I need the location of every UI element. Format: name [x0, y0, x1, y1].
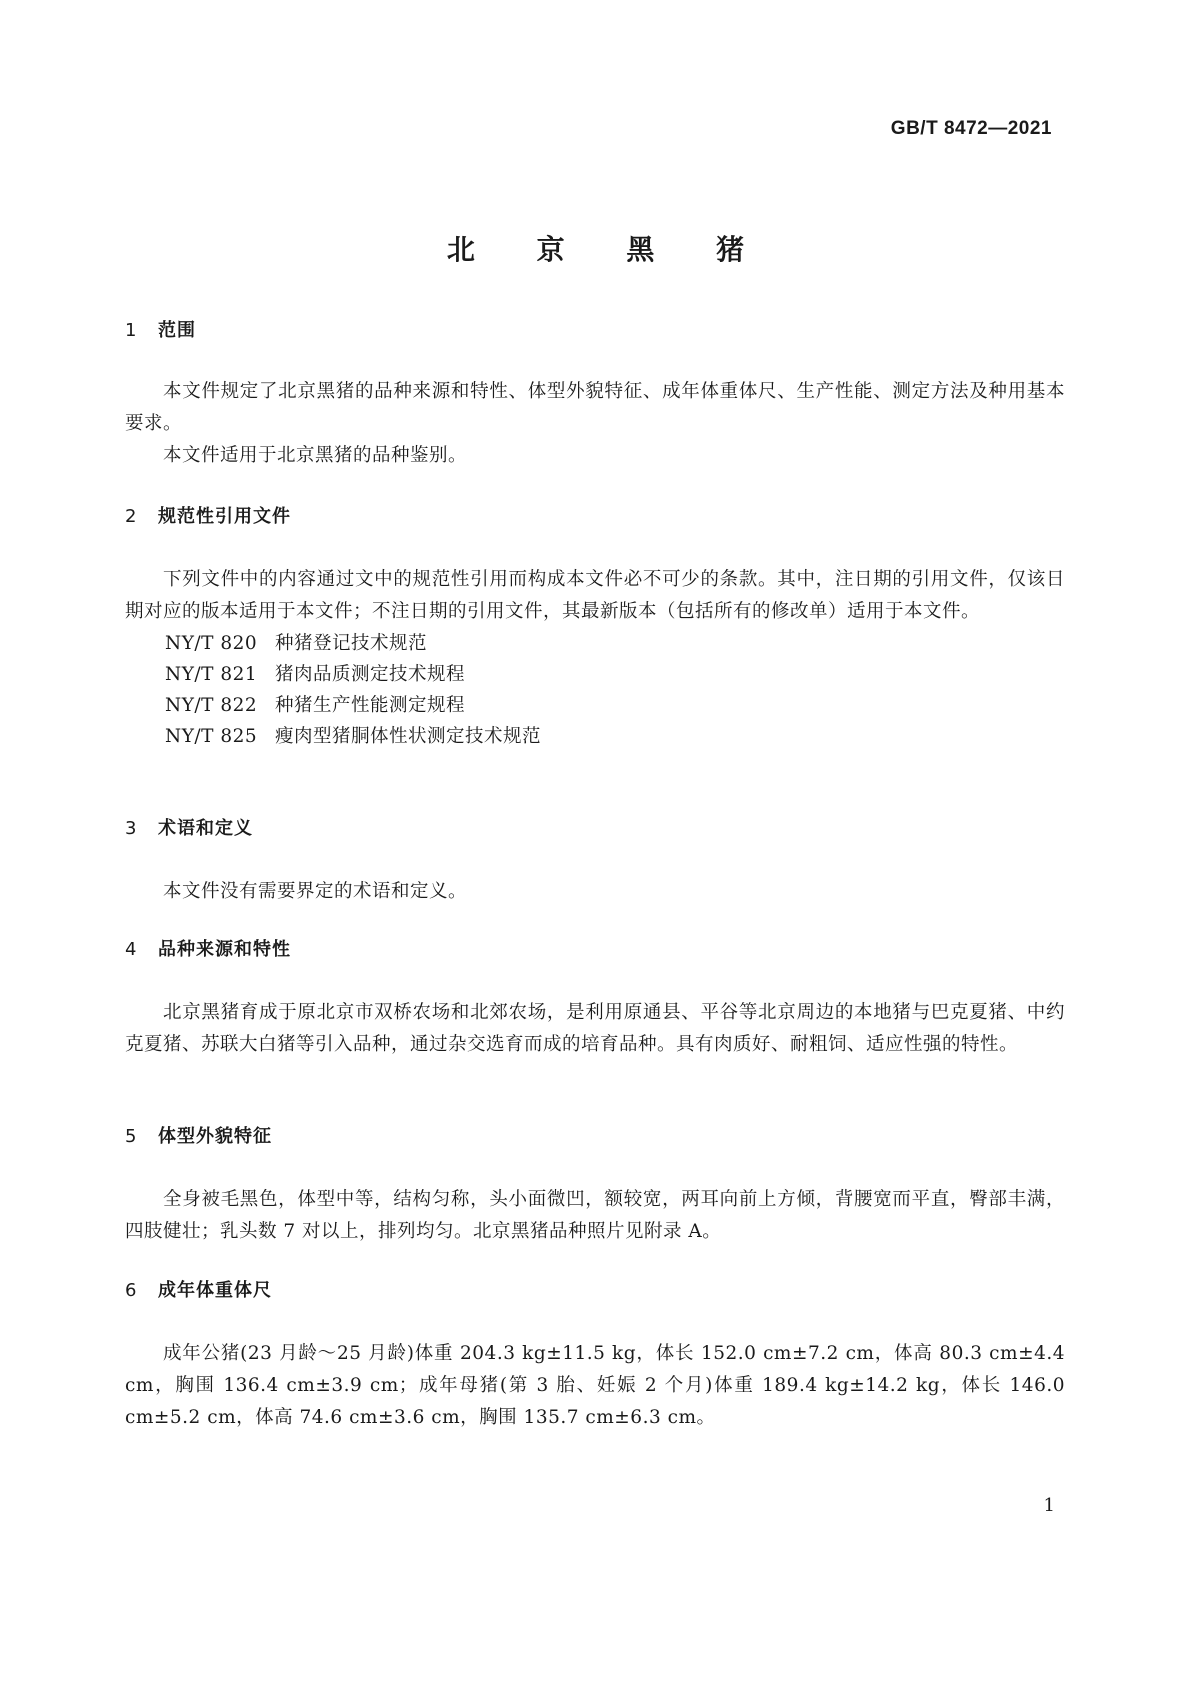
- section-title: 品种来源和特性: [158, 939, 291, 960]
- reference-code: NY/T 825: [165, 726, 258, 747]
- section-scope: [125, 316, 1065, 472]
- page-number: 1: [1043, 1495, 1055, 1516]
- section-number: 2: [125, 506, 137, 527]
- section-terms-definitions: [125, 814, 1065, 908]
- reference-code: NY/T 820: [165, 633, 258, 654]
- paragraph: 本文件规定了北京黑猪的品种来源和特性、体型外貌特征、成年体重体尺、生产性能、测定方法及种用基本要求。: [125, 381, 1065, 434]
- paragraph: 成年公猪(23 月龄～25 月龄)体重 204.3 kg±11.5 kg，体长 152.0 cm±7.2 cm，体高 80.3 cm±4.4 cm，胸围 136.4 cm±3.9 cm；成年母猪(第 3 胎、妊娠 2 个月)体重 189.4 kg±14.2 kg，体长 146.0 cm±5.2 cm，体高 74.6 cm±3.6 cm，胸围 135.7 cm±6.3 cm。: [125, 1343, 1065, 1428]
- section-appearance: [125, 1122, 1065, 1248]
- section-number: 6: [125, 1280, 137, 1301]
- section-heading: [125, 935, 1065, 961]
- document-title: 北 京 黑 猪: [446, 233, 771, 266]
- section-number: 1: [125, 320, 137, 341]
- section-title: 术语和定义: [158, 818, 253, 839]
- reference-item: [125, 628, 1065, 659]
- section-body-weight-size: [125, 1276, 1065, 1434]
- paragraph: 全身被毛黑色，体型中等，结构匀称，头小面微凹，额较宽，两耳向前上方倾，背腰宽而平直，臀部丰满，四肢健壮；乳头数 7 对以上，排列均匀。北京黑猪品种照片见附录 A。: [125, 1189, 1065, 1242]
- reference-code: NY/T 821: [165, 664, 258, 685]
- section-title: 成年体重体尺: [158, 1280, 272, 1301]
- section-number: 5: [125, 1126, 137, 1147]
- section-title: 范围: [158, 320, 196, 341]
- section-heading: [125, 316, 1065, 342]
- reference-title: 猪肉品质测定技术规程: [275, 664, 466, 685]
- section-heading: [125, 814, 1065, 840]
- paragraph: 下列文件中的内容通过文中的规范性引用而构成本文件必不可少的条款。其中，注日期的引用文件，仅该日期对应的版本适用于本文件；不注日期的引用文件，其最新版本（包括所有的修改单）适用于本文件。: [125, 569, 1065, 622]
- reference-title: 瘦肉型猪胴体性状测定技术规范: [275, 726, 542, 747]
- section-number: 4: [125, 939, 137, 960]
- paragraph: 本文件适用于北京黑猪的品种鉴别。: [163, 445, 468, 466]
- section-heading: [125, 1122, 1065, 1148]
- section-normative-references: [125, 502, 1065, 752]
- section-title: 体型外貌特征: [158, 1126, 272, 1147]
- paragraph: 北京黑猪育成于原北京市双桥农场和北郊农场，是利用原通县、平谷等北京周边的本地猪与巴克夏猪、中约克夏猪、苏联大白猪等引入品种，通过杂交选育而成的培育品种。具有肉质好、耐粗饲、适应性强的特性。: [125, 1002, 1065, 1055]
- reference-list: [125, 628, 1065, 752]
- reference-title: 种猪登记技术规范: [275, 633, 428, 654]
- reference-item: [125, 659, 1065, 690]
- reference-title: 种猪生产性能测定规程: [275, 695, 466, 716]
- section-number: 3: [125, 818, 137, 839]
- paragraph: 本文件没有需要界定的术语和定义。: [163, 881, 468, 902]
- section-heading: [125, 502, 1065, 528]
- section-heading: [125, 1276, 1065, 1302]
- section-breed-origin: [125, 935, 1065, 1061]
- standard-code: GB/T 8472—2021: [890, 118, 1052, 139]
- reference-code: NY/T 822: [165, 695, 258, 716]
- reference-item: [125, 721, 1065, 752]
- section-title: 规范性引用文件: [158, 506, 291, 527]
- reference-item: [125, 690, 1065, 721]
